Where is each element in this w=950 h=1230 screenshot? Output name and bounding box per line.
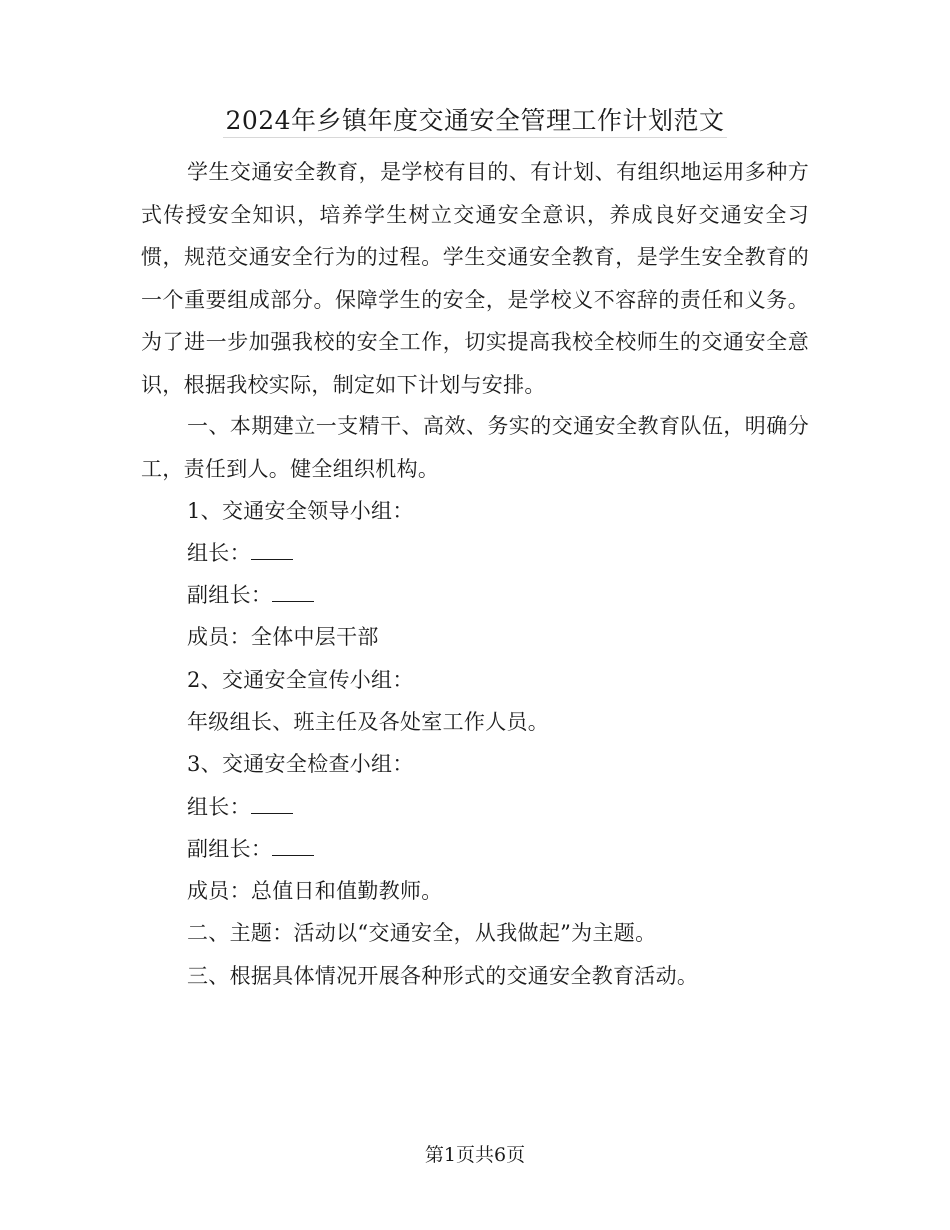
intro-paragraph: 学生交通安全教育，是学校有目的、有计划、有组织地运用多种方式传授安全知识，培养学生树立交通安全意识，养成良好交通安全习惯，规范交通安全行为的过程。学生交通安全教育，是学生安全教育的一个重要组成部分。保障学生的安全，是学校义不容辞的责任和义务。为了进一步加强我校的安全工作，切实提高我校全校师生的交通安全意识，根据我校实际，制定如下计划与安排。	[141, 160, 809, 397]
group-3-leader-line	[187, 792, 293, 822]
group-3-deputy-line	[187, 834, 314, 864]
document-title	[0, 103, 950, 139]
group-1-leader-blank	[251, 541, 293, 560]
group-1-members: 成员：全体中层干部	[187, 625, 379, 649]
group-1-leader-label: 组长：	[187, 541, 251, 565]
group-3-members: 成员：总值日和值勤教师。	[187, 879, 443, 903]
group-1-leader-line	[187, 538, 293, 568]
group-3-leader-blank	[251, 795, 293, 814]
group-3-heading: 3、交通安全检查小组：	[187, 752, 414, 776]
group-1-heading: 1、交通安全领导小组：	[187, 499, 414, 523]
section-2-line: 二、主题：活动以“交通安全，从我做起”为主题。	[187, 921, 657, 945]
group-1-deputy-blank	[272, 583, 314, 602]
document-title-text: 2024年乡镇年度交通安全管理工作计划范文	[223, 106, 726, 138]
group-1-deputy-line	[187, 580, 314, 610]
group-2-heading: 2、交通安全宣传小组：	[187, 668, 414, 692]
page-number: 第1页共6页	[424, 1144, 526, 1166]
group-3-leader-label: 组长：	[187, 795, 251, 819]
section-1-paragraph: 一、本期建立一支精干、高效、务实的交通安全教育队伍，明确分工，责任到人。健全组织机构。	[141, 414, 809, 481]
group-2-members: 年级组长、班主任及各处室工作人员。	[187, 710, 550, 734]
section-3-line: 三、根据具体情况开展各种形式的交通安全教育活动。	[187, 964, 699, 988]
group-3-deputy-label: 副组长：	[187, 837, 273, 861]
group-1-deputy-label: 副组长：	[187, 583, 273, 607]
group-3-deputy-blank	[272, 837, 314, 856]
